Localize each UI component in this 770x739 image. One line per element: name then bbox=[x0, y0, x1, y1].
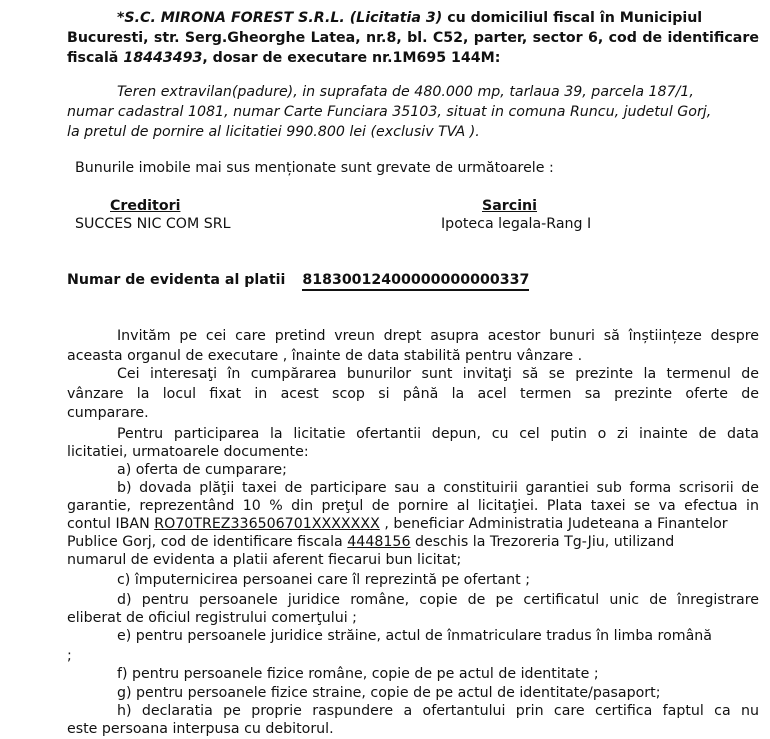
item-b-line-3: contul IBAN RO70TREZ336506701XXXXXXX , beneficiar Administratia Judeteana a Finantelor bbox=[67, 516, 728, 532]
p1-line-2: aceasta organul de executare , înainte de data stabilită pentru vânzare . bbox=[67, 348, 583, 364]
dossier-number: , dosar de executare nr.1M695 144M: bbox=[202, 50, 501, 66]
item-b-line-5: numarul de evidenta a platii aferent fiecarui bun licitat; bbox=[67, 552, 462, 568]
property-line-1: Teren extravilan(padure), in suprafata de 480.000 mp, tarlaua 39, parcela 187/1, bbox=[117, 84, 694, 100]
item-d-line-2: eliberat de oficiul registrului comerţului ; bbox=[67, 610, 357, 626]
item-g: g) pentru persoanele fizice straine, copie de pe actul de identitate/pasaport; bbox=[117, 685, 661, 701]
company-line-1-rest: cu domiciliul fiscal în Municipiul bbox=[447, 10, 703, 26]
fiscal-prefix: fiscală bbox=[67, 50, 119, 66]
fiscal-code: 18443493 bbox=[123, 50, 203, 66]
company-line-3 bbox=[67, 48, 500, 68]
payment-number: 81830012400000000000337 bbox=[302, 271, 529, 291]
payment-line bbox=[67, 270, 529, 291]
property-line-2: numar cadastral 1081, numar Carte Funciara 35103, situat in comuna Runcu, judetul Gorj, bbox=[67, 104, 712, 120]
item-e-line-2: ; bbox=[67, 648, 72, 664]
p2-line-2: vânzare la locul fixat in acest scop si până la acel termen sa prezinte oferte de bbox=[67, 386, 759, 402]
charge-value: Ipoteca legala-Rang I bbox=[441, 216, 592, 232]
creditor-value: SUCCES NIC COM SRL bbox=[75, 216, 231, 232]
item-a: a) oferta de cumparare; bbox=[117, 462, 287, 478]
item-e-line-1: e) pentru persoanele juridice străine, actul de înmatriculare tradus în limba română bbox=[117, 628, 712, 644]
p2-line-3: cumparare. bbox=[67, 405, 149, 421]
payment-label: Numar de evidenta al platii bbox=[67, 272, 286, 288]
item-h-line-2: este persoana interpusa cu debitorul. bbox=[67, 721, 334, 737]
creditors-header: Creditori bbox=[110, 198, 181, 214]
charges-header: Sarcini bbox=[482, 198, 538, 214]
item-c: c) împuternicirea persoanei care îl reprezintă pe ofertant ; bbox=[117, 572, 530, 588]
p3-line-1: Pentru participarea la licitatie ofertantii depun, cu cel putin o zi inainte de data bbox=[117, 426, 759, 442]
fiscal-id: 4448156 bbox=[347, 534, 411, 550]
company-line-1 bbox=[117, 8, 702, 28]
iban-number: RO70TREZ336506701XXXXXXX bbox=[154, 516, 380, 532]
item-b-line-2: garantie, reprezentând 10 % din preţul de pornire al licitaţiei. Plata taxei se va efectua in bbox=[67, 498, 759, 514]
item-h-line-1: h) declaratia pe proprie raspundere a ofertantului prin care certifica faptul ca nu bbox=[117, 703, 759, 719]
property-line-3: la pretul de pornire al licitatiei 990.800 lei (exclusiv TVA ). bbox=[67, 124, 480, 140]
encumbrances-intro: Bunurile imobile mai sus menționate sunt grevate de următoarele : bbox=[75, 160, 554, 176]
p1-line-1: Invităm pe cei care pretind vreun drept asupra acestor bunuri să înștiințeze despre bbox=[117, 328, 759, 344]
p2-line-1: Cei interesaţi în cumpărarea bunurilor sunt invitaţi să se prezinte la termenul de bbox=[117, 366, 759, 382]
company-name: *S.C. MIRONA FOREST S.R.L. (Licitatia 3) bbox=[117, 10, 443, 26]
item-f: f) pentru persoanele fizice române, copie de pe actul de identitate ; bbox=[117, 666, 599, 682]
p3-line-2: licitatiei, urmatoarele documente: bbox=[67, 444, 309, 460]
item-d-line-1: d) pentru persoanele juridice române, copie de pe certificatul unic de înregistrare bbox=[117, 592, 759, 608]
company-line-2: Bucuresti, str. Serg.Gheorghe Latea, nr.8, bl. C52, parter, sector 6, cod de identificare bbox=[67, 30, 759, 46]
item-b-line-1: b) dovada plăţii taxei de participare sau a constituirii garantiei sub forma scrisorii de bbox=[117, 480, 759, 496]
item-b-line-4: Publice Gorj, cod de identificare fiscala 4448156 deschis la Trezoreria Tg-Jiu, utilizand bbox=[67, 534, 675, 550]
